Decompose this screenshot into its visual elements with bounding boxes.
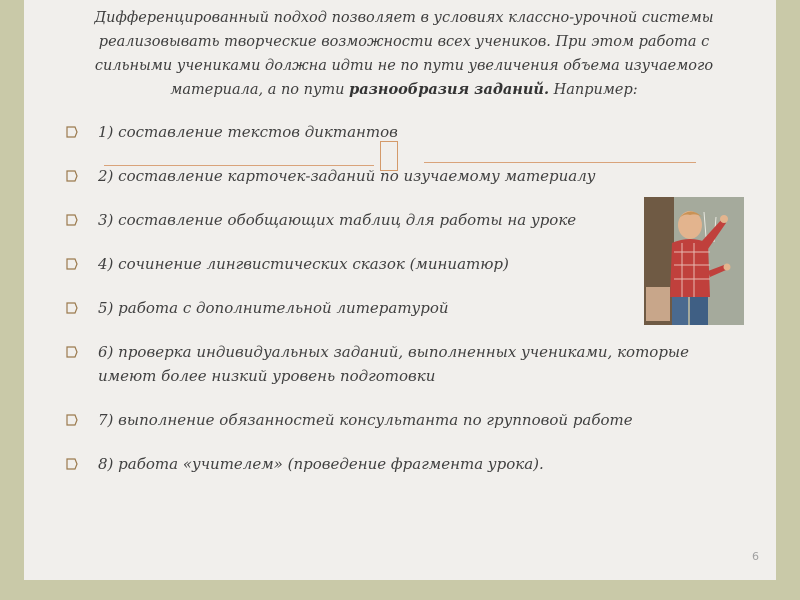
- list-item-text: 2) составление карточек-заданий по изучаемому материалу: [98, 167, 596, 185]
- list-item-text: 3) составление обобщающих таблиц для работы на уроке: [98, 211, 577, 229]
- list-item: [66, 452, 706, 476]
- hollow-square-arrow-icon: [66, 414, 78, 426]
- task-list: [66, 120, 706, 476]
- list-item: [66, 340, 706, 388]
- intro-paragraph: [64, 6, 744, 102]
- hollow-square-arrow-icon: [66, 458, 78, 470]
- boy-at-board-photo: [644, 197, 744, 325]
- list-item-text: 7) выполнение обязанностей консультанта по групповой работе: [98, 411, 633, 429]
- list-item: [66, 120, 706, 144]
- intro-emphasis: разнообразия заданий.: [349, 81, 550, 98]
- intro-text-2: Например:: [549, 82, 638, 98]
- list-item: [66, 296, 706, 320]
- list-item-text: 5) работа с дополнительной литературой: [98, 299, 449, 317]
- hollow-square-arrow-icon: [66, 170, 78, 182]
- hollow-square-arrow-icon: [66, 302, 78, 314]
- hollow-square-arrow-icon: [66, 346, 78, 358]
- intro-text-1: Дифференцированный подход позволяет в условиях классно-урочной системы реализовывать творческие возможности всех учеников. При этом работа с сильными учениками должна идти не по пути увеличения объема изучаемого материала, а по пути: [94, 10, 714, 98]
- list-item-text: 4) сочинение лингвистических сказок (миниатюр): [98, 255, 509, 273]
- list-item: [66, 164, 706, 188]
- list-item: [66, 408, 706, 432]
- list-item-text: 6) проверка индивидуальных заданий, выполненных учениками, которые имеют более низкий уровень подготовки: [98, 343, 690, 385]
- hollow-square-arrow-icon: [66, 214, 78, 226]
- list-item: [66, 208, 706, 232]
- hollow-square-arrow-icon: [66, 258, 78, 270]
- list-item: [66, 252, 706, 276]
- hollow-square-arrow-icon: [66, 126, 78, 138]
- page-number: 6: [752, 550, 759, 563]
- list-item-text: 1) составление текстов диктантов: [98, 123, 398, 141]
- slide: [24, 0, 776, 580]
- list-item-text: 8) работа «учителем» (проведение фрагмента урока).: [98, 455, 544, 473]
